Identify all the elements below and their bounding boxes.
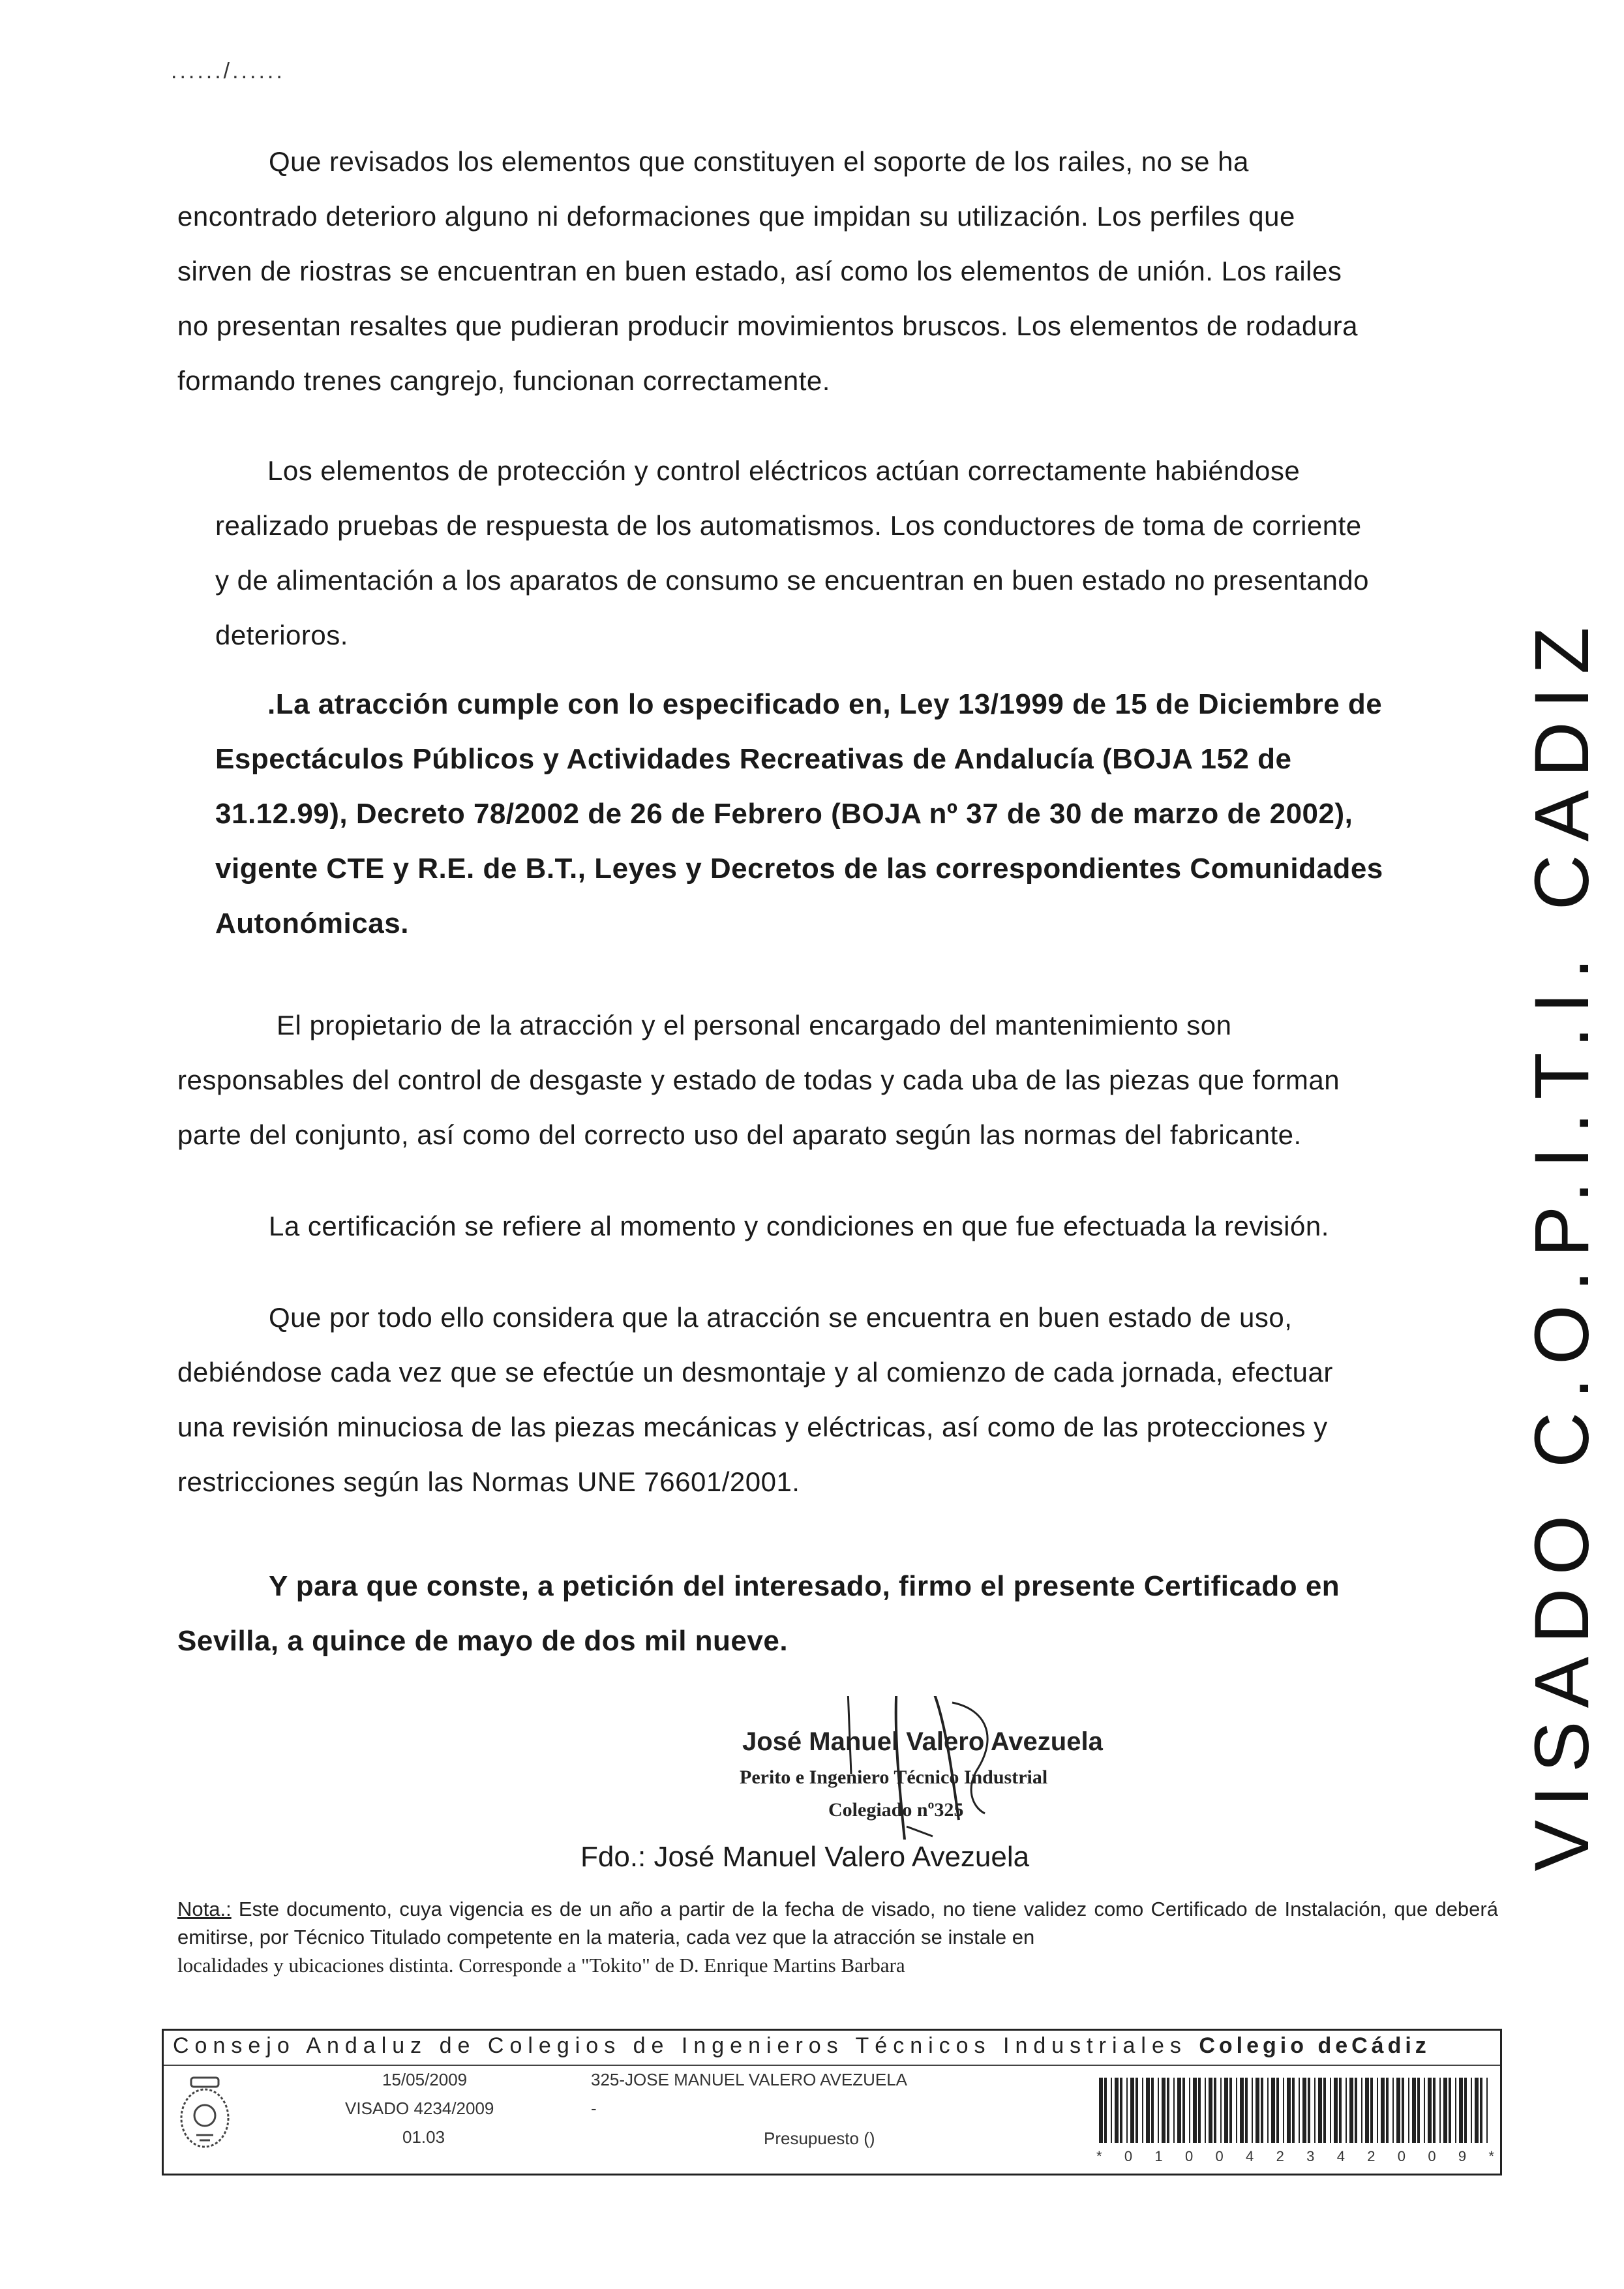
barcode-bar (1318, 2078, 1322, 2143)
barcode-bar (1099, 2078, 1103, 2143)
barcode-bar (1299, 2078, 1300, 2143)
barcode-bar (1424, 2078, 1425, 2143)
stamp-colegiado: Colegiado nº325 (828, 1799, 964, 1821)
barcode-bar (1120, 2078, 1122, 2143)
barcode-bar (1471, 2078, 1472, 2143)
paragraph-electricos (215, 444, 1498, 663)
barcode-bar (1396, 2078, 1400, 2143)
barcode-bar (1142, 2078, 1143, 2143)
text-line: responsables del control de desgaste y estado de todas y cada uba de las piezas que forman (177, 1065, 1340, 1095)
footer-college: Colegio deCádiz (1199, 2033, 1430, 2058)
stamp-title: Perito e Ingeniero Técnico Industrial (740, 1766, 1048, 1788)
text-line: Que revisados los elementos que constituyen el soporte de los railes, no se ha (269, 146, 1249, 177)
barcode-bar (1292, 2078, 1295, 2143)
barcode-digit: 9 (1458, 2148, 1467, 2164)
paragraph-railes (177, 134, 1498, 408)
barcode-bar (1308, 2078, 1310, 2143)
barcode-bar (1365, 2078, 1369, 2143)
text-line: parte del conjunto, así como del correcto uso del aparato según las normas del fabricante. (177, 1119, 1302, 1150)
barcode-digit: 3 (1306, 2148, 1315, 2164)
text-line: y de alimentación a los aparatos de consumo se encuentran en buen estado no presentando (215, 565, 1370, 596)
barcode-bar (1135, 2078, 1138, 2143)
barcode-bar (1146, 2078, 1150, 2143)
visado-number: VISADO 4234/2009 (345, 2099, 494, 2118)
signature-stamp (737, 1696, 1115, 1840)
barcode-bar (1252, 2078, 1253, 2143)
barcode-bar (1480, 2078, 1482, 2143)
barcode-bar (1198, 2078, 1201, 2143)
barcode-bar (1182, 2078, 1185, 2143)
barcode-bar (1330, 2078, 1331, 2143)
nota-text: Este documento, cuya vigencia es de un año a partir de la fecha de visado, no tiene validez como Certificado de Instalación, que deberá emitirse, por Técnico Titulado competente en la materia, cada vez que la atracción se instale en (177, 1898, 1498, 1948)
barcode-digits (1096, 2148, 1494, 2165)
barcode-bar (1283, 2078, 1284, 2143)
barcode-bar (1392, 2078, 1394, 2143)
nota-last-line: localidades y ubicaciones distinta. Corresponde a "Tokito" de D. Enrique Martins Barbara (177, 1954, 905, 1977)
text-line: Autonómicas. (215, 907, 409, 939)
visado-date: 15/05/2009 (382, 2070, 468, 2089)
barcode-digit: 0 (1428, 2148, 1436, 2164)
barcode-bar (1245, 2078, 1248, 2143)
text-line: una revisión minuciosa de las piezas mecánicas y eléctricas, así como de las protecciones y (177, 1412, 1328, 1442)
text-line: deterioros. (215, 620, 348, 650)
text-line: Que por todo ello considera que la atracción se encuentra en buen estado de uso, (269, 1302, 1293, 1333)
barcode-bar (1167, 2078, 1169, 2143)
paragraph-firma (177, 1559, 1498, 1669)
paragraph-certificacion (177, 1199, 1498, 1254)
barcode-bar (1346, 2078, 1347, 2143)
text-line: formando trenes cangrejo, funcionan correctamente. (177, 365, 830, 396)
barcode-bar (1464, 2078, 1467, 2143)
barcode-digit: * (1488, 2148, 1494, 2164)
barcode-bar (1417, 2078, 1420, 2143)
barcode-bar (1355, 2078, 1357, 2143)
barcode-bar (1433, 2078, 1436, 2143)
barcode-bar (1126, 2078, 1128, 2143)
barcode-bar (1377, 2078, 1378, 2143)
barcode-bar (1189, 2078, 1190, 2143)
barcode-bar (1214, 2078, 1216, 2143)
barcode-bar (1224, 2078, 1228, 2143)
barcode-bar (1287, 2078, 1291, 2143)
barcode-bar (1115, 2078, 1119, 2143)
visado-code: 01.03 (402, 2127, 445, 2147)
visado-footer (162, 2029, 1502, 2175)
barcode-digit: 0 (1215, 2148, 1224, 2164)
barcode-bar (1111, 2078, 1112, 2143)
barcode-bar (1104, 2078, 1107, 2143)
college-seal-icon (177, 2075, 233, 2153)
text-line: La certificación se refiere al momento y condiciones en que fue efectuada la revisión. (269, 1211, 1329, 1241)
paragraph-responsables (177, 998, 1498, 1162)
footer-dash: - (591, 2099, 597, 2118)
barcode-bar (1475, 2078, 1479, 2143)
barcode-bar (1193, 2078, 1197, 2143)
visado-stamp (1519, 614, 1605, 1872)
barcode-bar (1381, 2078, 1385, 2143)
barcode-bar (1229, 2078, 1232, 2143)
barcode-digit: 0 (1184, 2148, 1194, 2164)
barcode-bar (1267, 2078, 1269, 2143)
nota-label: Nota.: (177, 1898, 232, 1920)
text-line: no presentan resaltes que pudieran producir movimientos bruscos. Los elementos de rodadura (177, 311, 1359, 341)
nota-block (177, 1895, 1498, 1979)
colegiado-author: 325-JOSE MANUEL VALERO AVEZUELA (591, 2070, 908, 2089)
paragraph-normativa (215, 677, 1498, 951)
barcode-bar (1334, 2078, 1338, 2143)
barcode-bar (1402, 2078, 1404, 2143)
text-line: .La atracción cumple con lo especificado en, Ley 13/1999 de 15 de Diciembre de (267, 688, 1383, 720)
barcode-digit: 2 (1367, 2148, 1376, 2164)
barcode-bar (1240, 2078, 1244, 2143)
barcode-bar (1323, 2078, 1326, 2143)
barcode-digit: 4 (1246, 2148, 1254, 2164)
text-line: Sevilla, a quince de mayo de dos mil nueve. (177, 1625, 789, 1657)
barcode-digit: 1 (1154, 2148, 1163, 2164)
text-line: encontrado deterioro alguno ni deformaciones que impidan su utilización. Los perfiles que (177, 201, 1295, 232)
barcode-bar (1455, 2078, 1456, 2143)
text-line: vigente CTE y R.E. de B.T., Leyes y Decretos de las correspondientes Comunidades (215, 853, 1383, 885)
stamp-name: José Manuel Valero Avezuela (742, 1727, 1103, 1756)
barcode-bar (1361, 2078, 1362, 2143)
barcode-bar (1428, 2078, 1432, 2143)
footer-council: Consejo Andaluz de Colegios de Ingenieros Técnicos Industriales (173, 2033, 1187, 2058)
barcode-bar (1443, 2078, 1447, 2143)
text-line: Y para que conste, a petición del interesado, firmo el presente Certificado en (269, 1570, 1340, 1602)
barcode-digit: * (1096, 2148, 1102, 2164)
text-line: restricciones según las Normas UNE 76601/2001. (177, 1466, 800, 1497)
barcode-icon (1096, 2078, 1494, 2143)
barcode-bar (1256, 2078, 1259, 2143)
footer-divider (164, 2065, 1500, 2066)
visado-stamp-text: VISADO C.O.P.I.T.I. CADIZ (1519, 614, 1605, 1872)
barcode-bar (1314, 2078, 1316, 2143)
text-line: 31.12.99), Decreto 78/2002 de 26 de Febrero (BOJA nº 37 de 30 de marzo de 2002), (215, 798, 1353, 830)
text-line: realizado pruebas de respuesta de los automatismos. Los conductores de toma de corriente (215, 510, 1362, 541)
barcode-bar (1449, 2078, 1451, 2143)
barcode-bar (1205, 2078, 1206, 2143)
barcode-bar (1173, 2078, 1175, 2143)
barcode-bar (1408, 2078, 1409, 2143)
barcode-bar (1486, 2078, 1488, 2143)
barcode-digit: 0 (1397, 2148, 1406, 2164)
barcode-bar (1459, 2078, 1463, 2143)
signatory-name: Fdo.: José Manuel Valero Avezuela (580, 1841, 1030, 1873)
barcode-bar (1261, 2078, 1263, 2143)
continuation-mark: ....../...... (171, 59, 285, 83)
barcode-digit: 4 (1336, 2148, 1345, 2164)
barcode-bar (1302, 2078, 1306, 2143)
barcode-bar (1220, 2078, 1222, 2143)
barcode-bar (1439, 2078, 1441, 2143)
barcode-bar (1276, 2078, 1279, 2143)
barcode-bar (1236, 2078, 1237, 2143)
text-line: Los elementos de protección y control eléctricos actúan correctamente habiéndose (267, 455, 1301, 486)
presupuesto-label: Presupuesto () (764, 2129, 875, 2148)
text-line: El propietario de la atracción y el personal encargado del mantenimiento son (277, 1010, 1232, 1040)
barcode-bar (1339, 2078, 1342, 2143)
barcode-bar (1130, 2078, 1134, 2143)
paragraph-conclusion (177, 1290, 1498, 1509)
barcode-bar (1349, 2078, 1353, 2143)
barcode-bar (1209, 2078, 1212, 2143)
barcode-digit: 0 (1124, 2148, 1133, 2164)
barcode-bar (1177, 2078, 1181, 2143)
barcode-bar (1162, 2078, 1165, 2143)
barcode-bar (1412, 2078, 1416, 2143)
text-line: debiéndose cada vez que se efectúe un desmontaje y al comienzo de cada jornada, efectuar (177, 1357, 1333, 1387)
barcode-bar (1370, 2078, 1373, 2143)
footer-title (173, 2033, 1430, 2059)
barcode-digit: 2 (1276, 2148, 1284, 2164)
text-line: Espectáculos Públicos y Actividades Recreativas de Andalucía (BOJA 152 de (215, 743, 1292, 775)
barcode-bar (1151, 2078, 1154, 2143)
barcode-bar (1386, 2078, 1389, 2143)
barcode-bar (1271, 2078, 1275, 2143)
text-line: sirven de riostras se encuentran en buen estado, así como los elementos de unión. Los railes (177, 256, 1342, 286)
barcode-bar (1158, 2078, 1159, 2143)
